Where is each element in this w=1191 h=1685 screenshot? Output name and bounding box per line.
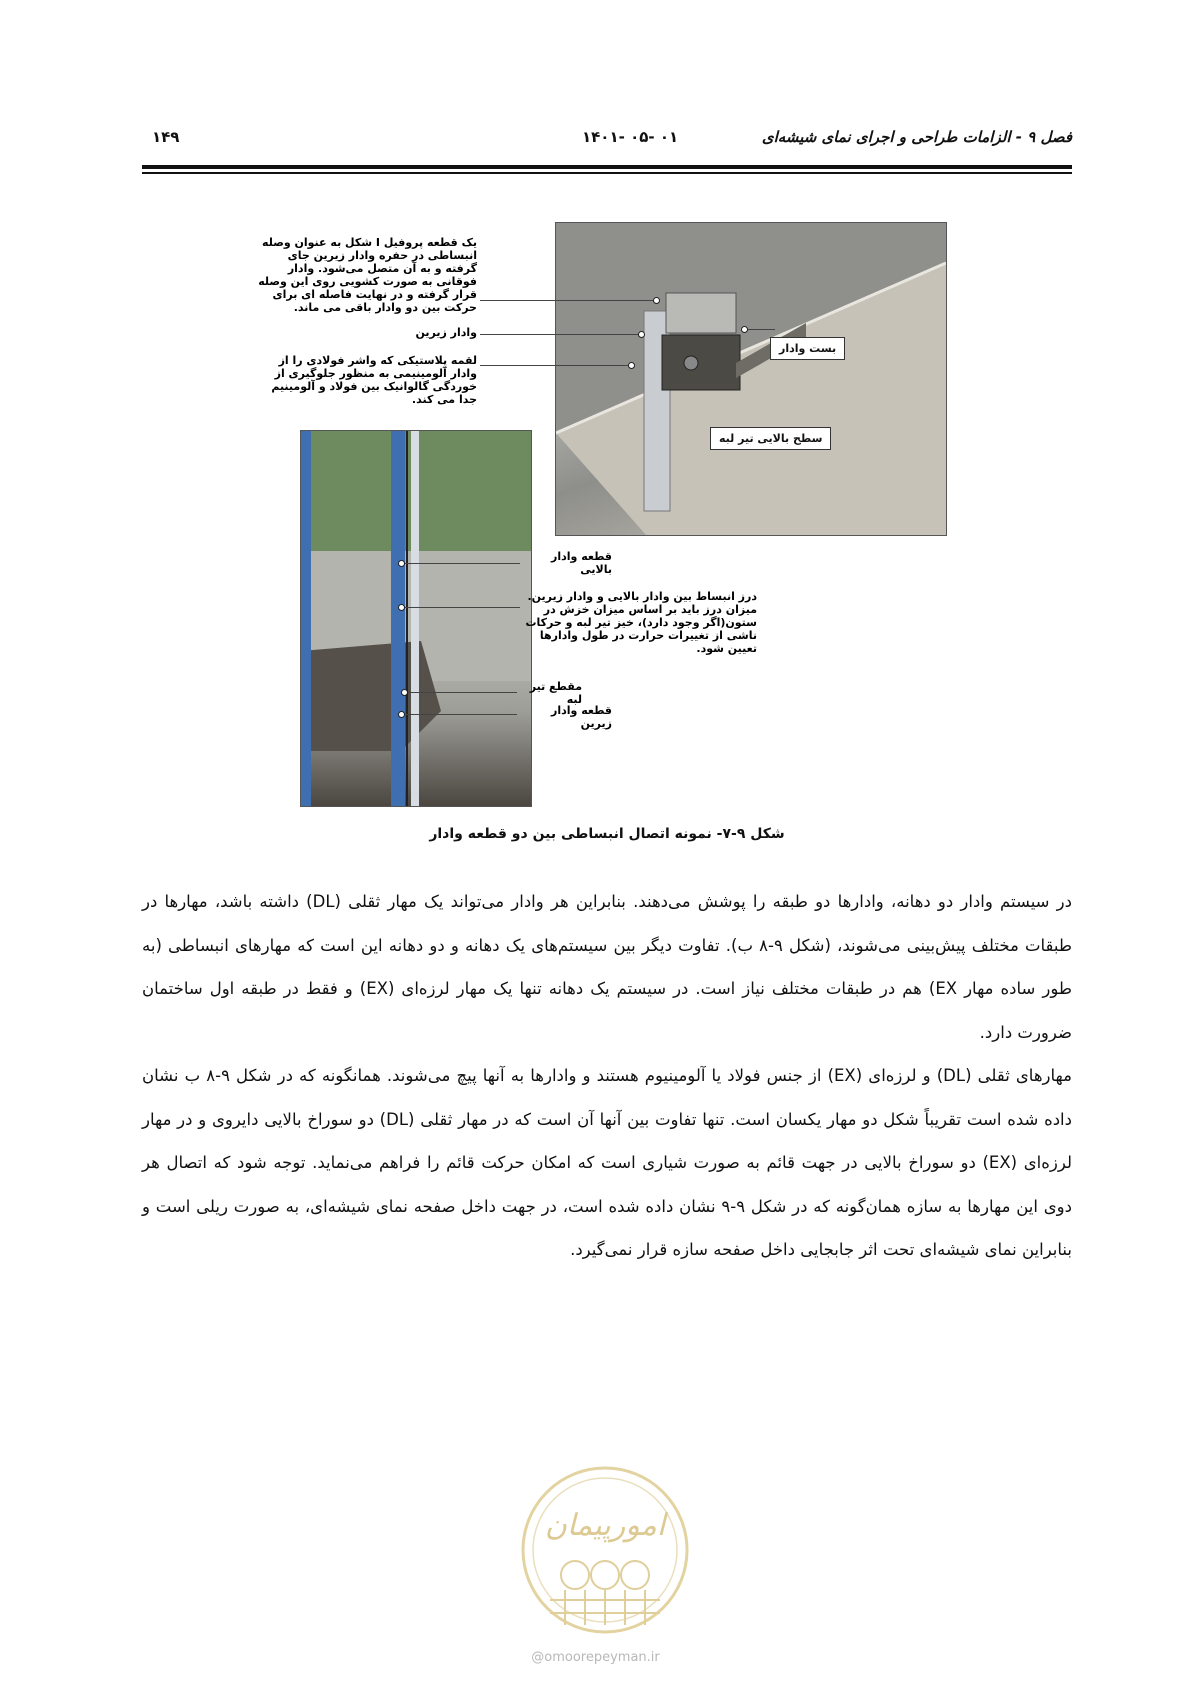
leader-dot bbox=[653, 297, 660, 304]
seal-icon bbox=[520, 1465, 690, 1635]
photo-mullion-joint bbox=[300, 430, 532, 807]
photo-mullion-clip bbox=[555, 222, 947, 536]
page-number: ۱۴۹ bbox=[152, 128, 180, 146]
leader-line bbox=[402, 607, 520, 608]
leader-line bbox=[405, 692, 517, 693]
callout-profile-i: یک قطعه پروفیل I شکل به عنوان وصله انبساطی در حفره وادار زیرین جای گرفته و به آن متصل می‌شود. وادار فوقانی به صورت کشویی روی این وصله قرار گرفته و در نهایت فاصله ای برای حرکت بین دو وادار باقی می ماند. bbox=[258, 236, 477, 314]
header-rule-thin bbox=[142, 172, 1072, 174]
header-date: ۰۱ -۰۵ -۱۴۰۱ bbox=[582, 128, 679, 146]
header-rule-thick bbox=[142, 165, 1072, 169]
leader-dot bbox=[628, 362, 635, 369]
leader-dot bbox=[401, 689, 408, 696]
figure-caption: شکل ۹-۷- نمونه اتصال انبساطی بین دو قطعه وادار bbox=[429, 826, 785, 842]
callout-beam-section: مقطع تیر لبه bbox=[529, 680, 582, 706]
leader-dot bbox=[741, 326, 748, 333]
leader-dot bbox=[398, 604, 405, 611]
leader-dot bbox=[638, 331, 645, 338]
body-text bbox=[142, 880, 1072, 1272]
callout-lower-mullion: وادار زیرین bbox=[415, 326, 477, 339]
callout-plastic-shim: لقمه پلاستیکی که واشر فولادی را از وادار آلومینیمی به منظور جلوگیری از خوردگی گالوانیک بین فولاد و آلومینیم جدا می کند. bbox=[271, 354, 477, 406]
label-mullion-clip: بست وادار bbox=[770, 337, 845, 360]
leader-line bbox=[480, 334, 640, 335]
svg-text:امورپیمان: امورپیمان bbox=[544, 1508, 666, 1543]
label-beam-top: سطح بالایی تیر لبه bbox=[710, 427, 831, 450]
photo-bottom-illustration bbox=[301, 431, 531, 806]
paragraph: در سیستم وادار دو دهانه، وادارها دو طبقه را پوشش می‌دهند. بنابراین هر وادار می‌تواند یک مهار ثقلی (DL) داشته باشد، مهارها در طبقات مختلف پیش‌بینی می‌شوند، (شکل ۹-۸ ب). تفاوت دیگر بین سیستم‌های یک دهانه و دو دهانه این است که مهارهای انبساطی (به طور ساده مهار EX) هم در طبقات مختلف نیاز است. در سیستم یک دهانه تنها یک مهار لرزه‌ای (EX) و فقط در طبقه اول ساختمان ضرورت دارد. bbox=[142, 892, 1072, 1042]
leader-line bbox=[402, 563, 520, 564]
callout-upper-piece: قطعه وادار بالایی bbox=[551, 550, 612, 576]
leader-dot bbox=[398, 711, 405, 718]
watermark-logo bbox=[520, 1465, 690, 1635]
leader-dot bbox=[398, 560, 405, 567]
leader-line bbox=[480, 300, 655, 301]
figure-expansion-joint bbox=[255, 222, 955, 802]
callout-lower-piece: قطعه وادار زیرین bbox=[551, 704, 612, 730]
chapter-title: فصل ۹ - الزامات طراحی و اجرای نمای شیشه‌ای bbox=[761, 128, 1072, 146]
leader-line bbox=[480, 365, 630, 366]
paragraph: مهارهای ثقلی (DL) و لرزه‌ای (EX) از جنس فولاد یا آلومینیوم هستند و وادارها به آنها پیچ می‌شوند. همانگونه که در شکل ۹-۸ ب نشان داده شده است تقریباً شکل دو مهار یکسان است. تنها تفاوت بین آنها آن است که در مهار ثقلی (DL) دو سوراخ بالایی دایروی و در مهار لرزه‌ای (EX) دو سوراخ بالایی در جهت قائم به صورت شیاری است که امکان حرکت قائم را فراهم می‌نماید. توجه شود که اتصال هر دوی این مهارها به سازه همان‌گونه که در شکل ۹-۹ نشان داده شده است، در جهت داخل صفحه نمای شیشه‌ای، به صورت ریلی است و بنابراین نمای شیشه‌ای تحت اثر جابجایی داخل صفحه سازه قرار نمی‌گیرد. bbox=[142, 1066, 1072, 1259]
watermark-url: @omoorepeyman.ir bbox=[531, 1650, 660, 1665]
leader-line bbox=[745, 329, 775, 330]
photo-top-illustration bbox=[556, 223, 946, 535]
leader-line bbox=[402, 714, 517, 715]
callout-expansion-joint: درز انبساط بین وادار بالایی و وادار زیرین. میزان درز باید بر اساس میزان خزش در ستون(اگر وجود دارد)، خیز تیر لبه و حرکات ناشی از تغییرات حرارت در طول وادارها تعیین شود. bbox=[525, 590, 757, 655]
page-header bbox=[142, 128, 1072, 158]
